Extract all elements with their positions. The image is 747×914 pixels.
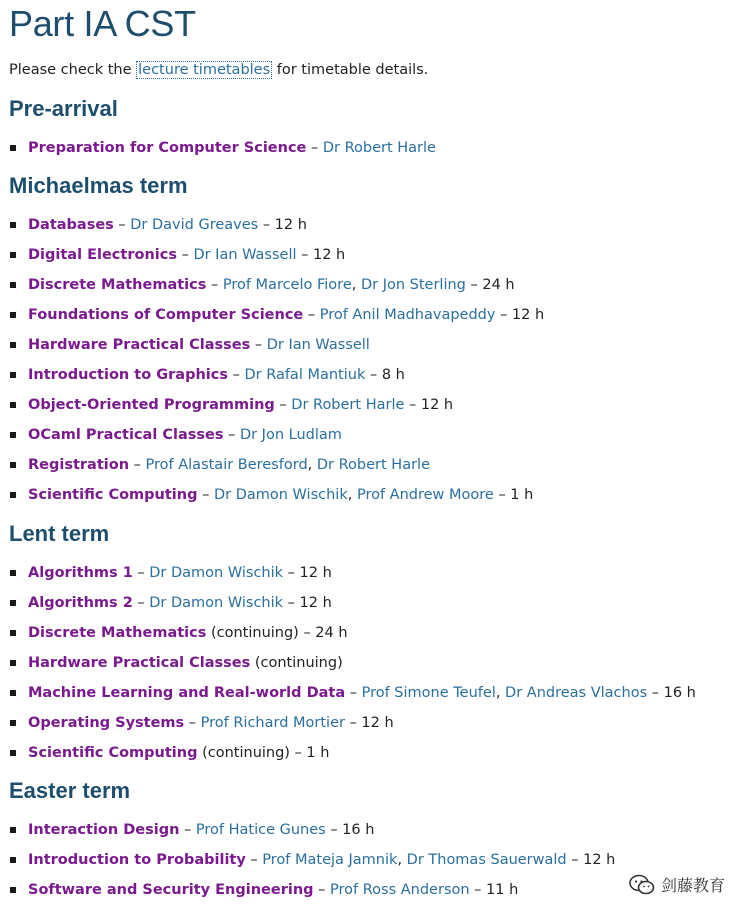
lecturer-link[interactable]: Dr Jon Ludlam bbox=[239, 427, 342, 443]
course-link[interactable]: Object-Oriented Programming bbox=[28, 397, 275, 413]
course-detail-text: – 12 h bbox=[404, 397, 454, 413]
course-detail-text: , bbox=[495, 685, 506, 701]
lecturer-link[interactable]: Prof Andrew Moore bbox=[356, 487, 494, 503]
course-detail-text: (continuing) – 24 h bbox=[206, 625, 348, 641]
section-heading-lent: Lent term bbox=[9, 521, 110, 546]
lecturer-link[interactable]: Dr Jon Sterling bbox=[360, 277, 466, 293]
course-link[interactable]: Software and Security Engineering bbox=[28, 882, 314, 898]
course-item bbox=[9, 678, 696, 708]
course-detail-text: – bbox=[345, 685, 362, 701]
course-list-pre-arrival bbox=[9, 133, 436, 163]
course-detail-text: (continuing) bbox=[250, 655, 343, 671]
course-link[interactable]: Databases bbox=[28, 217, 114, 233]
course-item bbox=[9, 875, 615, 905]
bullet-icon bbox=[10, 282, 16, 288]
course-link[interactable]: Operating Systems bbox=[28, 715, 185, 731]
course-detail-text: – 16 h bbox=[325, 822, 375, 838]
course-detail-text: – bbox=[197, 487, 214, 503]
course-detail-text: – 1 h bbox=[493, 487, 534, 503]
course-detail-text: – bbox=[132, 595, 150, 611]
course-item bbox=[9, 133, 436, 163]
page-title: Part IA CST bbox=[9, 3, 196, 44]
bullet-icon bbox=[10, 252, 16, 258]
lecturer-link[interactable]: Dr Rafal Mantiuk bbox=[244, 367, 366, 383]
bullet-icon bbox=[10, 750, 16, 756]
course-link[interactable]: Algorithms 1 bbox=[28, 565, 133, 581]
bullet-icon bbox=[10, 690, 16, 696]
lecturer-link[interactable]: Dr Damon Wischik bbox=[213, 487, 348, 503]
course-item bbox=[9, 240, 544, 270]
lecturer-link[interactable]: Prof Richard Mortier bbox=[200, 715, 345, 731]
course-detail-text: – bbox=[274, 397, 292, 413]
course-link[interactable]: Discrete Mathematics bbox=[28, 625, 207, 641]
bullet-icon bbox=[10, 570, 16, 576]
course-detail-text: – bbox=[245, 852, 263, 868]
course-detail-text: – bbox=[184, 715, 201, 731]
course-link[interactable]: Registration bbox=[28, 457, 130, 473]
bullet-icon bbox=[10, 312, 16, 318]
bullet-icon bbox=[10, 660, 16, 666]
lecturer-link[interactable]: Dr Ian Wassell bbox=[193, 247, 297, 263]
course-detail-text: – 16 h bbox=[647, 685, 696, 701]
bullet-icon bbox=[10, 462, 16, 468]
course-link[interactable]: Scientific Computing bbox=[28, 745, 198, 761]
course-link[interactable]: Preparation for Computer Science bbox=[28, 140, 307, 156]
intro-after: for timetable details. bbox=[272, 62, 429, 78]
watermark-text: 剑藤教育 bbox=[660, 876, 725, 895]
course-detail-text: – bbox=[206, 277, 223, 293]
course-item bbox=[9, 738, 696, 768]
course-item bbox=[9, 558, 696, 588]
course-detail-text: – 12 h bbox=[344, 715, 394, 731]
course-item bbox=[9, 300, 544, 330]
lecturer-link[interactable]: Dr Ian Wassell bbox=[266, 337, 370, 353]
lecturer-link[interactable]: Prof Mateja Jamnik bbox=[262, 852, 398, 868]
course-detail-text: – bbox=[227, 367, 245, 383]
course-detail-text: – bbox=[223, 427, 240, 443]
course-detail-text: – bbox=[250, 337, 267, 353]
course-link[interactable]: Interaction Design bbox=[28, 822, 180, 838]
course-detail-text: , bbox=[307, 457, 317, 473]
course-detail-text: – bbox=[303, 307, 320, 323]
lecturer-link[interactable]: Dr Damon Wischik bbox=[149, 565, 284, 581]
course-item bbox=[9, 588, 696, 618]
bullet-icon bbox=[10, 630, 16, 636]
course-detail-text: – 12 h bbox=[283, 595, 332, 611]
course-detail-text: – 12 h bbox=[566, 852, 616, 868]
course-detail-text: – bbox=[313, 882, 331, 898]
section-heading-michaelmas: Michaelmas term bbox=[9, 173, 188, 198]
bullet-icon bbox=[10, 222, 16, 228]
course-list-michaelmas bbox=[9, 210, 544, 510]
course-detail-text: – 12 h bbox=[296, 247, 346, 263]
course-detail-text: – 12 h bbox=[283, 565, 332, 581]
course-detail-text: – 12 h bbox=[258, 217, 307, 233]
bullet-icon bbox=[10, 857, 16, 863]
course-link[interactable]: Digital Electronics bbox=[28, 247, 177, 263]
course-link[interactable]: Machine Learning and Real-world Data bbox=[28, 685, 346, 701]
course-detail-text: , bbox=[351, 277, 361, 293]
course-detail-text: , bbox=[397, 852, 407, 868]
course-item bbox=[9, 420, 544, 450]
course-detail-text: (continuing) – 1 h bbox=[197, 745, 330, 761]
bullet-icon bbox=[10, 145, 16, 151]
course-detail-text: – 8 h bbox=[365, 367, 405, 383]
course-detail-text: , bbox=[347, 487, 357, 503]
intro-text bbox=[9, 60, 428, 80]
course-link[interactable]: Introduction to Graphics bbox=[28, 367, 228, 383]
course-detail-text: – bbox=[176, 247, 194, 263]
course-list-easter bbox=[9, 815, 615, 905]
bullet-icon bbox=[10, 342, 16, 348]
lecturer-link[interactable]: Prof Marcelo Fiore bbox=[222, 277, 352, 293]
lecturer-link[interactable]: Prof Hatice Gunes bbox=[195, 822, 326, 838]
lecturer-link[interactable]: Dr Robert Harle bbox=[316, 457, 431, 473]
course-detail-text: – 12 h bbox=[495, 307, 545, 323]
bullet-icon bbox=[10, 827, 16, 833]
course-detail-text: – 24 h bbox=[465, 277, 515, 293]
bullet-icon bbox=[10, 372, 16, 378]
bullet-icon bbox=[10, 402, 16, 408]
lecturer-link[interactable]: Dr Andreas Vlachos bbox=[505, 685, 648, 701]
bullet-icon bbox=[10, 432, 16, 438]
section-heading-pre-arrival: Pre-arrival bbox=[9, 96, 118, 121]
course-item bbox=[9, 330, 544, 360]
course-detail-text: – bbox=[113, 217, 131, 233]
course-link[interactable]: Introduction to Probability bbox=[28, 852, 246, 868]
lecturer-link[interactable]: Dr Damon Wischik bbox=[149, 595, 284, 611]
course-item bbox=[9, 708, 696, 738]
course-link[interactable]: Scientific Computing bbox=[28, 487, 198, 503]
intro-before: Please check the bbox=[9, 62, 137, 78]
course-list-lent bbox=[9, 558, 696, 768]
lecture-timetables-link[interactable]: lecture timetables bbox=[138, 62, 271, 78]
bullet-icon bbox=[10, 600, 16, 606]
course-item bbox=[9, 845, 615, 875]
course-detail-text: – 11 h bbox=[469, 882, 519, 898]
course-link[interactable]: Hardware Practical Classes bbox=[28, 337, 251, 353]
lecturer-link[interactable]: Prof Ross Anderson bbox=[330, 882, 470, 898]
course-link[interactable]: Foundations of Computer Science bbox=[28, 307, 304, 323]
course-item bbox=[9, 618, 696, 648]
lecturer-link[interactable]: Dr Robert Harle bbox=[322, 140, 436, 156]
course-item bbox=[9, 815, 615, 845]
section-heading-easter: Easter term bbox=[9, 778, 131, 803]
course-link[interactable]: Discrete Mathematics bbox=[28, 277, 207, 293]
course-item bbox=[9, 270, 544, 300]
course-item bbox=[9, 360, 544, 390]
lecturer-link[interactable]: Prof Simone Teufel bbox=[361, 685, 496, 701]
watermark bbox=[629, 873, 725, 896]
lecturer-link[interactable]: Dr Thomas Sauerwald bbox=[406, 852, 567, 868]
bullet-icon bbox=[10, 720, 16, 726]
course-detail-text: – bbox=[129, 457, 146, 473]
course-item bbox=[9, 648, 696, 678]
course-detail-text: – bbox=[132, 565, 150, 581]
lecturer-link[interactable]: Dr Robert Harle bbox=[291, 397, 405, 413]
lecturer-link[interactable]: Prof Anil Madhavapeddy bbox=[319, 307, 496, 323]
course-item bbox=[9, 450, 544, 480]
lecturer-link[interactable]: Dr David Greaves bbox=[130, 217, 259, 233]
lecturer-link[interactable]: Prof Alastair Beresford bbox=[145, 457, 308, 473]
course-link[interactable]: OCaml Practical Classes bbox=[28, 427, 224, 443]
course-item bbox=[9, 390, 544, 420]
bullet-icon bbox=[10, 887, 16, 893]
course-detail-text: – bbox=[179, 822, 196, 838]
bullet-icon bbox=[10, 492, 16, 498]
course-item bbox=[9, 480, 544, 510]
wechat-icon bbox=[629, 874, 655, 896]
course-link[interactable]: Algorithms 2 bbox=[28, 595, 133, 611]
course-item bbox=[9, 210, 544, 240]
course-link[interactable]: Hardware Practical Classes bbox=[28, 655, 251, 671]
course-detail-text: – bbox=[306, 140, 323, 156]
